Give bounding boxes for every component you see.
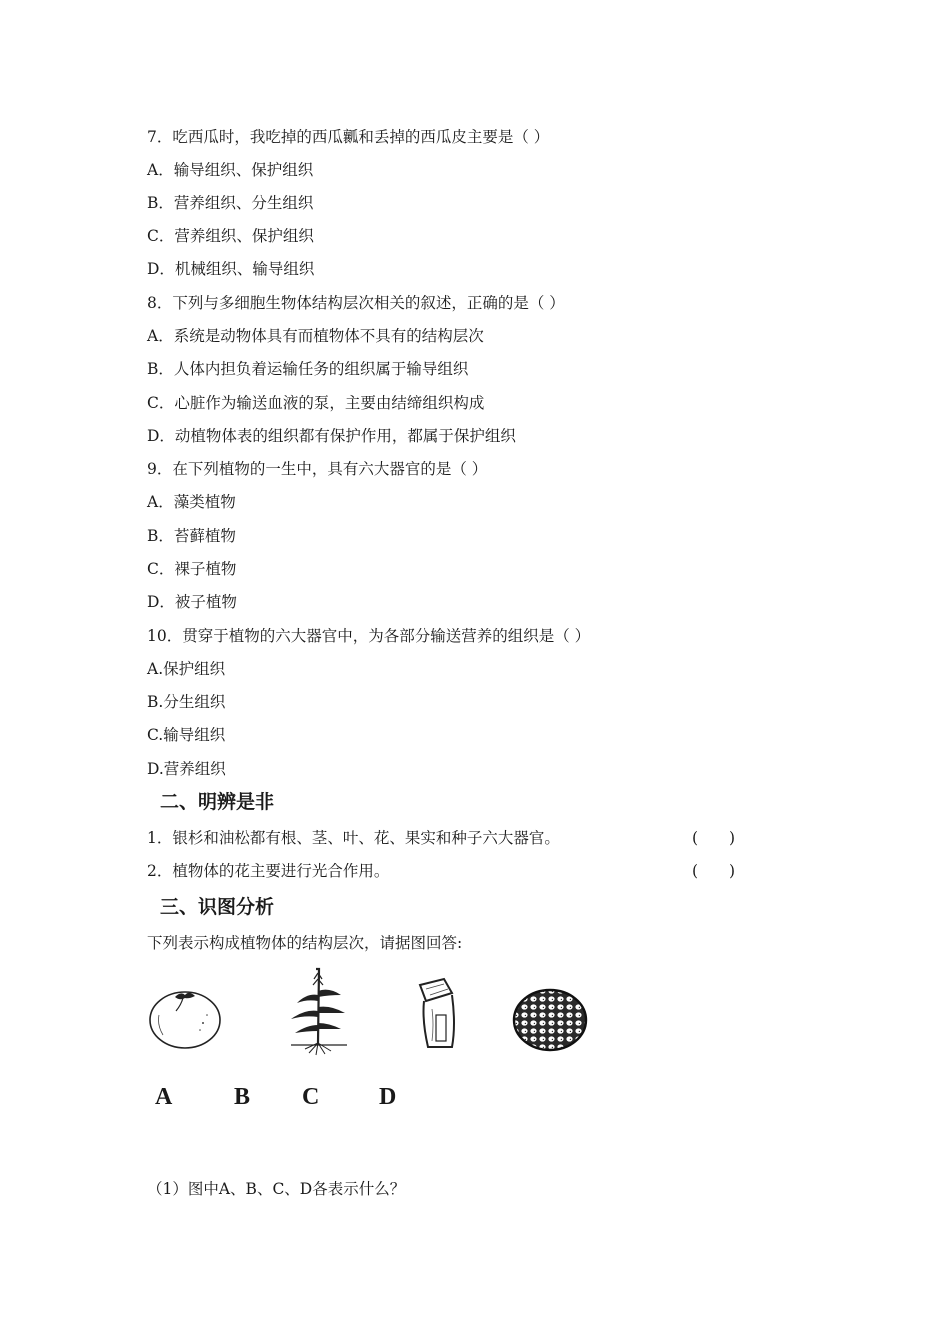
stem-segment-figure — [410, 975, 462, 1053]
figure-label-b: B — [234, 1084, 251, 1110]
section-2-item-1-answer-blank: ( ) — [692, 829, 736, 847]
plant-figure — [283, 965, 353, 1057]
figure-label-c: C — [302, 1084, 320, 1110]
cell-cluster-figure — [511, 987, 589, 1053]
tomato-figure — [145, 985, 225, 1051]
section-2-item-1: 1．银杉和油松都有根、茎、叶、花、果实和种子六大器官。 — [147, 829, 560, 847]
question-10-option-d: D.营养组织 — [147, 760, 226, 778]
section-3-intro: 下列表示构成植物体的结构层次，请据图回答: — [147, 934, 463, 952]
question-7-stem: 7．吃西瓜时，我吃掉的西瓜瓤和丢掉的西瓜皮主要是（ ） — [147, 128, 550, 146]
question-8-option-d: D．动植物体表的组织都有保护作用，都属于保护组织 — [147, 427, 516, 445]
question-9-option-d: D．被子植物 — [147, 593, 237, 611]
question-7-option-b: B．营养组织、分生组织 — [147, 194, 314, 212]
question-7-option-a: A．输导组织、保护组织 — [147, 161, 314, 179]
question-10-option-b: B.分生组织 — [147, 693, 226, 711]
question-8-stem: 8．下列与多细胞生物体结构层次相关的叙述，正确的是（ ） — [147, 294, 565, 312]
question-10-stem: 10．贯穿于植物的六大器官中，为各部分输送营养的组织是（ ） — [147, 627, 591, 645]
section-2-item-2-answer-blank: ( ) — [692, 862, 736, 880]
section-2-title: 二、明辨是非 — [160, 791, 275, 813]
question-10-option-a: A.保护组织 — [147, 660, 226, 678]
question-10-option-c: C.输导组织 — [147, 726, 226, 744]
section-3-question-1: （1）图中A、B、C、D各表示什么？ — [147, 1180, 406, 1198]
question-8-option-b: B．人体内担负着运输任务的组织属于输导组织 — [147, 360, 469, 378]
question-8-option-c: C．心脏作为输送血液的泵，主要由结缔组织构成 — [147, 394, 485, 412]
question-7-option-d: D．机械组织、输导组织 — [147, 260, 315, 278]
question-8-option-a: A．系统是动物体具有而植物体不具有的结构层次 — [147, 327, 484, 345]
question-9-stem: 9．在下列植物的一生中，具有六大器官的是（ ） — [147, 460, 488, 478]
figure-label-d: D — [379, 1084, 397, 1110]
question-9-option-a: A．藻类植物 — [147, 493, 236, 511]
question-7-option-c: C．营养组织、保护组织 — [147, 227, 314, 245]
question-9-option-c: C．裸子植物 — [147, 560, 237, 578]
question-9-option-b: B．苔藓植物 — [147, 527, 236, 545]
section-2-item-2: 2．植物体的花主要进行光合作用。 — [147, 862, 390, 880]
section-3-title: 三、识图分析 — [160, 896, 275, 918]
figure-label-a: A — [155, 1084, 173, 1110]
